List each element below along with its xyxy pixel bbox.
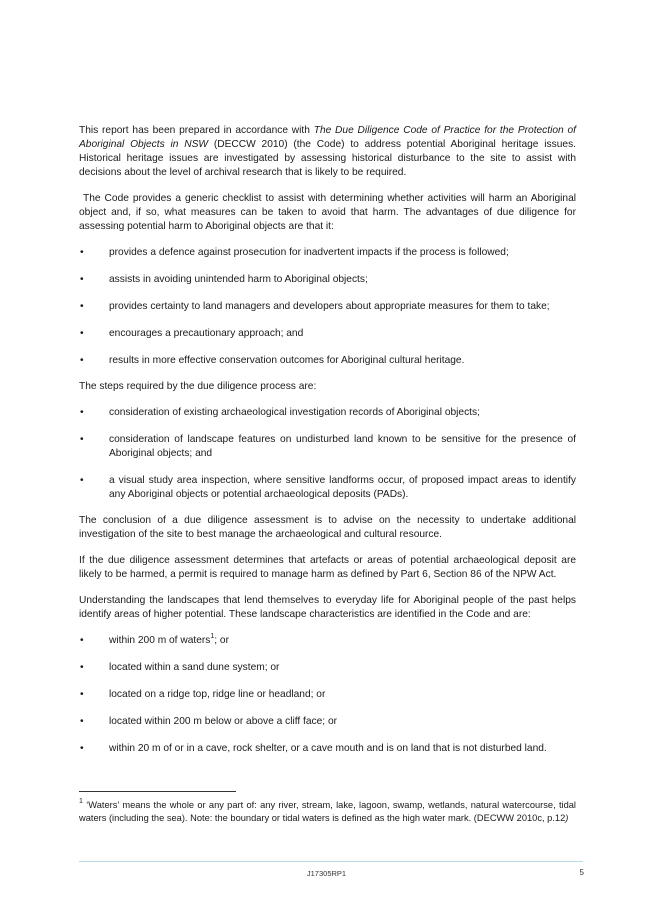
bullet-icon: • bbox=[80, 274, 84, 285]
list-item bbox=[79, 715, 576, 729]
code-paragraph-text: The Code provides a generic checklist to assist with determining whether activities will harm an Aboriginal object and, if so, what measures can be taken to avoid that harm. The advantages of due diligence for assessing potential harm to Aboriginal objects are that it: bbox=[79, 193, 576, 232]
steps-intro: The steps required by the due diligence process are: bbox=[79, 381, 317, 392]
bullet-icon: • bbox=[80, 247, 84, 258]
body-content bbox=[79, 124, 576, 768]
list-item-text: within 200 m of waters bbox=[109, 635, 211, 646]
bullet-icon: • bbox=[80, 434, 84, 445]
footnote-text: ‘Waters’ means the whole or any part of: any river, stream, lake, lagoon, swamp, wetlands, natural watercourse, tidal waters (including the sea). Note: the boundary or tidal waters is defined as the high water mark. (DECWW 2010c, p.12 bbox=[79, 800, 576, 823]
landscape-list bbox=[79, 634, 576, 756]
list-item-text: consideration of landscape features on undisturbed land known to be sensitive for the presence of Aboriginal objects; and bbox=[109, 434, 576, 459]
page-number: 5 bbox=[579, 868, 584, 877]
code-title: The Due Diligence Code of Practice for the Protection of Aboriginal Objects in NSW bbox=[79, 125, 576, 150]
list-item-text-tail: ; or bbox=[214, 635, 229, 646]
list-item-text: located on a ridge top, ridge line or headland; or bbox=[109, 689, 326, 700]
list-item bbox=[79, 433, 576, 461]
document-code: J17305RP1 bbox=[306, 869, 347, 878]
list-item bbox=[79, 246, 576, 260]
footnote-reference[interactable]: 1 bbox=[210, 632, 215, 640]
intro-paragraph bbox=[79, 124, 576, 180]
list-item bbox=[79, 688, 576, 702]
list-item-text: located within a sand dune system; or bbox=[109, 662, 280, 673]
list-item-text: assists in avoiding unintended harm to Aboriginal objects; bbox=[109, 274, 368, 285]
footnote-close: ) bbox=[565, 813, 569, 823]
list-item-text: within 20 m of or in a cave, rock shelter, or a cave mouth and is on land that is not disturbed land. bbox=[109, 743, 547, 754]
footer-divider bbox=[79, 861, 583, 862]
list-item-text: located within 200 m below or above a cliff face; or bbox=[109, 716, 338, 727]
bullet-icon: • bbox=[80, 355, 84, 366]
intro-text-start: This report has been prepared in accordance with bbox=[79, 125, 314, 136]
list-item-text: a visual study area inspection, where sensitive landforms occur, of proposed impact areas to identify any Aboriginal objects or potential archaeological deposits (PADs). bbox=[109, 475, 576, 500]
footnote-divider bbox=[79, 791, 236, 792]
advantages-list bbox=[79, 246, 576, 368]
list-item-text: encourages a precautionary approach; and bbox=[109, 328, 304, 339]
list-item bbox=[79, 634, 576, 648]
bullet-icon: • bbox=[80, 328, 84, 339]
bullet-icon: • bbox=[80, 716, 84, 727]
bullet-icon: • bbox=[80, 689, 84, 700]
permit-paragraph: If the due diligence assessment determines that artefacts or areas of potential archaeological deposit are likely to be harmed, a permit is required to manage harm as defined by Part 6, Section 86 of the NPW Act. bbox=[79, 555, 576, 580]
bullet-icon: • bbox=[80, 635, 84, 646]
code-paragraph bbox=[79, 192, 576, 234]
list-item-text: provides certainty to land managers and developers about appropriate measures for them to take; bbox=[109, 301, 550, 312]
steps-list bbox=[79, 406, 576, 502]
conclusion-paragraph: The conclusion of a due diligence assessment is to advise on the necessity to undertake additional investigation of the site to best manage the archaeological and cultural resource. bbox=[79, 515, 576, 540]
bullet-icon: • bbox=[80, 407, 84, 418]
bullet-icon: • bbox=[80, 475, 84, 486]
list-item bbox=[79, 474, 576, 502]
list-item bbox=[79, 406, 576, 420]
list-item bbox=[79, 300, 576, 314]
list-item bbox=[79, 742, 576, 756]
list-item bbox=[79, 327, 576, 341]
bullet-icon: • bbox=[80, 301, 84, 312]
list-item bbox=[79, 661, 576, 675]
footnote-marker: 1 bbox=[79, 797, 83, 805]
list-item-text: consideration of existing archaeological investigation records of Aboriginal objects; bbox=[109, 407, 480, 418]
list-item-text: provides a defence against prosecution for inadvertent impacts if the process is followed; bbox=[109, 247, 509, 258]
bullet-icon: • bbox=[80, 743, 84, 754]
list-item-text: results in more effective conservation outcomes for Aboriginal cultural heritage. bbox=[109, 355, 465, 366]
list-item bbox=[79, 273, 576, 287]
list-item bbox=[79, 354, 576, 368]
footnote bbox=[79, 799, 576, 825]
intro-text-end: (DECCW 2010) (the Code) to address potential Aboriginal heritage issues. Historical heritage issues are investigated by assessing historical disturbance to the site to assist with decisions about the level of archival research that is likely to be required. bbox=[79, 139, 576, 178]
landscape-paragraph: Understanding the landscapes that lend themselves to everyday life for Aboriginal people of the past helps identify areas of higher potential. These landscape characteristics are identified in the Code and are: bbox=[79, 595, 576, 620]
bullet-icon: • bbox=[80, 662, 84, 673]
